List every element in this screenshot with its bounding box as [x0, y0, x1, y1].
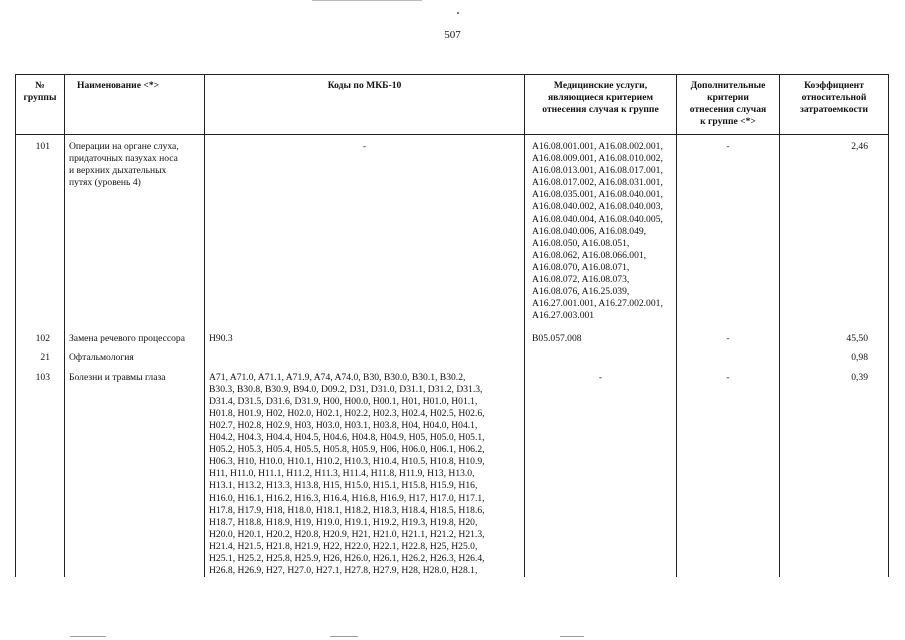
- services-cell: A16.08.001.001, A16.08.002.001, A16.08.009.001, A16.08.010.002, A16.08.013.001, A16.08.017.001, A16.08.017.002, A16.08.031.001, A16.08.035.001, A16.08.040.001, A16.08.040.002, A16.08.040.003, A16.08.040.004, A16.08.040.005, A16.08.040.006, A16.08.049, A16.08.050, A16.08.051, A16.08.062, A16.08.066.001, A16.08.070, A16.08.071, A16.08.072, A16.08.073, A16.08.076, A16.25.039, A16.27.001.001, A16.27.002.001, A16.27.003.001: [525, 135, 677, 323]
- header-group-number: № группы: [16, 75, 65, 135]
- table-header-row: [16, 75, 889, 135]
- group-number-cell: 102: [16, 322, 65, 345]
- coefficient-cell: 45,50: [780, 322, 889, 345]
- coefficient-cell: 0,98: [780, 346, 889, 364]
- table-row: [16, 322, 889, 345]
- icd-codes-cell: H90.3: [205, 322, 525, 345]
- header-coefficient: Коэффициент относительной затратоемкости: [780, 75, 889, 135]
- coefficient-cell: 0,39: [780, 364, 889, 578]
- header-extra-criteria: Дополнительные критерии отнесения случая к группе <*>: [677, 75, 780, 135]
- header-name: Наименование <*>: [65, 75, 205, 135]
- services-cell: [525, 346, 677, 364]
- icd-codes-cell: -: [205, 135, 525, 323]
- group-number-cell: 101: [16, 135, 65, 323]
- scan-mark: [457, 12, 459, 14]
- tariff-table: [15, 74, 889, 577]
- group-name-cell: Замена речевого процессора: [65, 322, 205, 345]
- bottom-scan-mark: [70, 636, 106, 637]
- table-row: [16, 364, 889, 578]
- coefficient-cell: 2,46: [780, 135, 889, 323]
- group-number-cell: 21: [16, 346, 65, 364]
- header-icd-codes: Коды по МКБ-10: [205, 75, 525, 135]
- table-row: [16, 135, 889, 323]
- bottom-scan-mark: [330, 636, 358, 637]
- group-name-cell: Операции на органе слуха, придаточных пазухах носа и верхних дыхательных путях (уровень 4): [65, 135, 205, 323]
- group-name-cell: Болезни и травмы глаза: [65, 364, 205, 578]
- table-row: [16, 346, 889, 364]
- extra-criteria-cell: -: [677, 135, 780, 323]
- bottom-scan-mark: [560, 636, 584, 637]
- services-cell: -: [525, 364, 677, 578]
- icd-codes-cell: A71, A71.0, A71.1, A71.9, A74, A74.0, B30, B30.0, B30.1, B30.2, B30.3, B30.8, B30.9, B94.0, D09.2, D31, D31.0, D31.1, D31.2, D31.3, D31.4, D31.5, D31.6, D31.9, H00, H00.0, H00.1, H01, H01.0, H01.1, H01.8, H01.9, H02, H02.0, H02.1, H02.2, H02.3, H02.4, H02.5, H02.6, H02.7, H02.8, H02.9, H03, H03.0, H03.1, H03.8, H04, H04.0, H04.1, H04.2, H04.3, H04.4, H04.5, H04.6, H04.8, H04.9, H05, H05.0, H05.1, H05.2, H05.3, H05.4, H05.5, H05.8, H05.9, H06, H06.0, H06.1, H06.2, H06.3, H10, H10.0, H10.1, H10.2, H10.3, H10.4, H10.5, H10.8, H10.9, H11, H11.0, H11.1, H11.2, H11.3, H11.4, H11.8, H11.9, H13, H13.0, H13.1, H13.2, H13.3, H13.8, H15, H15.0, H15.1, H15.8, H15.9, H16, H16.0, H16.1, H16.2, H16.3, H16.4, H16.8, H16.9, H17, H17.0, H17.1, H17.8, H17.9, H18, H18.0, H18.1, H18.2, H18.3, H18.4, H18.5, H18.6, H18.7, H18.8, H18.9, H19, H19.0, H19.1, H19.2, H19.3, H19.8, H20, H20.0, H20.1, H20.2, H20.8, H20.9, H21, H21.0, H21.1, H21.2, H21.3, H21.4, H21.5, H21.8, H21.9, H22, H22.0, H22.1, H22.8, H25, H25.0, H25.1, H25.2, H25.8, H25.9, H26, H26.0, H26.1, H26.2, H26.3, H26.4, H26.8, H26.9, H27, H27.0, H27.1, H27.8, H27.9, H28, H28.0, H28.1,: [205, 364, 525, 578]
- top-edge-rule: [312, 0, 422, 1]
- icd-codes-cell: [205, 346, 525, 364]
- extra-criteria-cell: [677, 346, 780, 364]
- group-name-cell: Офтальмология: [65, 346, 205, 364]
- extra-criteria-cell: -: [677, 364, 780, 578]
- group-number-cell: 103: [16, 364, 65, 578]
- header-services: Медицинские услуги, являющиеся критерием отнесения случая к группе: [525, 75, 677, 135]
- services-cell: B05.057.008: [525, 322, 677, 345]
- extra-criteria-cell: -: [677, 322, 780, 345]
- page-number: 507: [444, 29, 461, 41]
